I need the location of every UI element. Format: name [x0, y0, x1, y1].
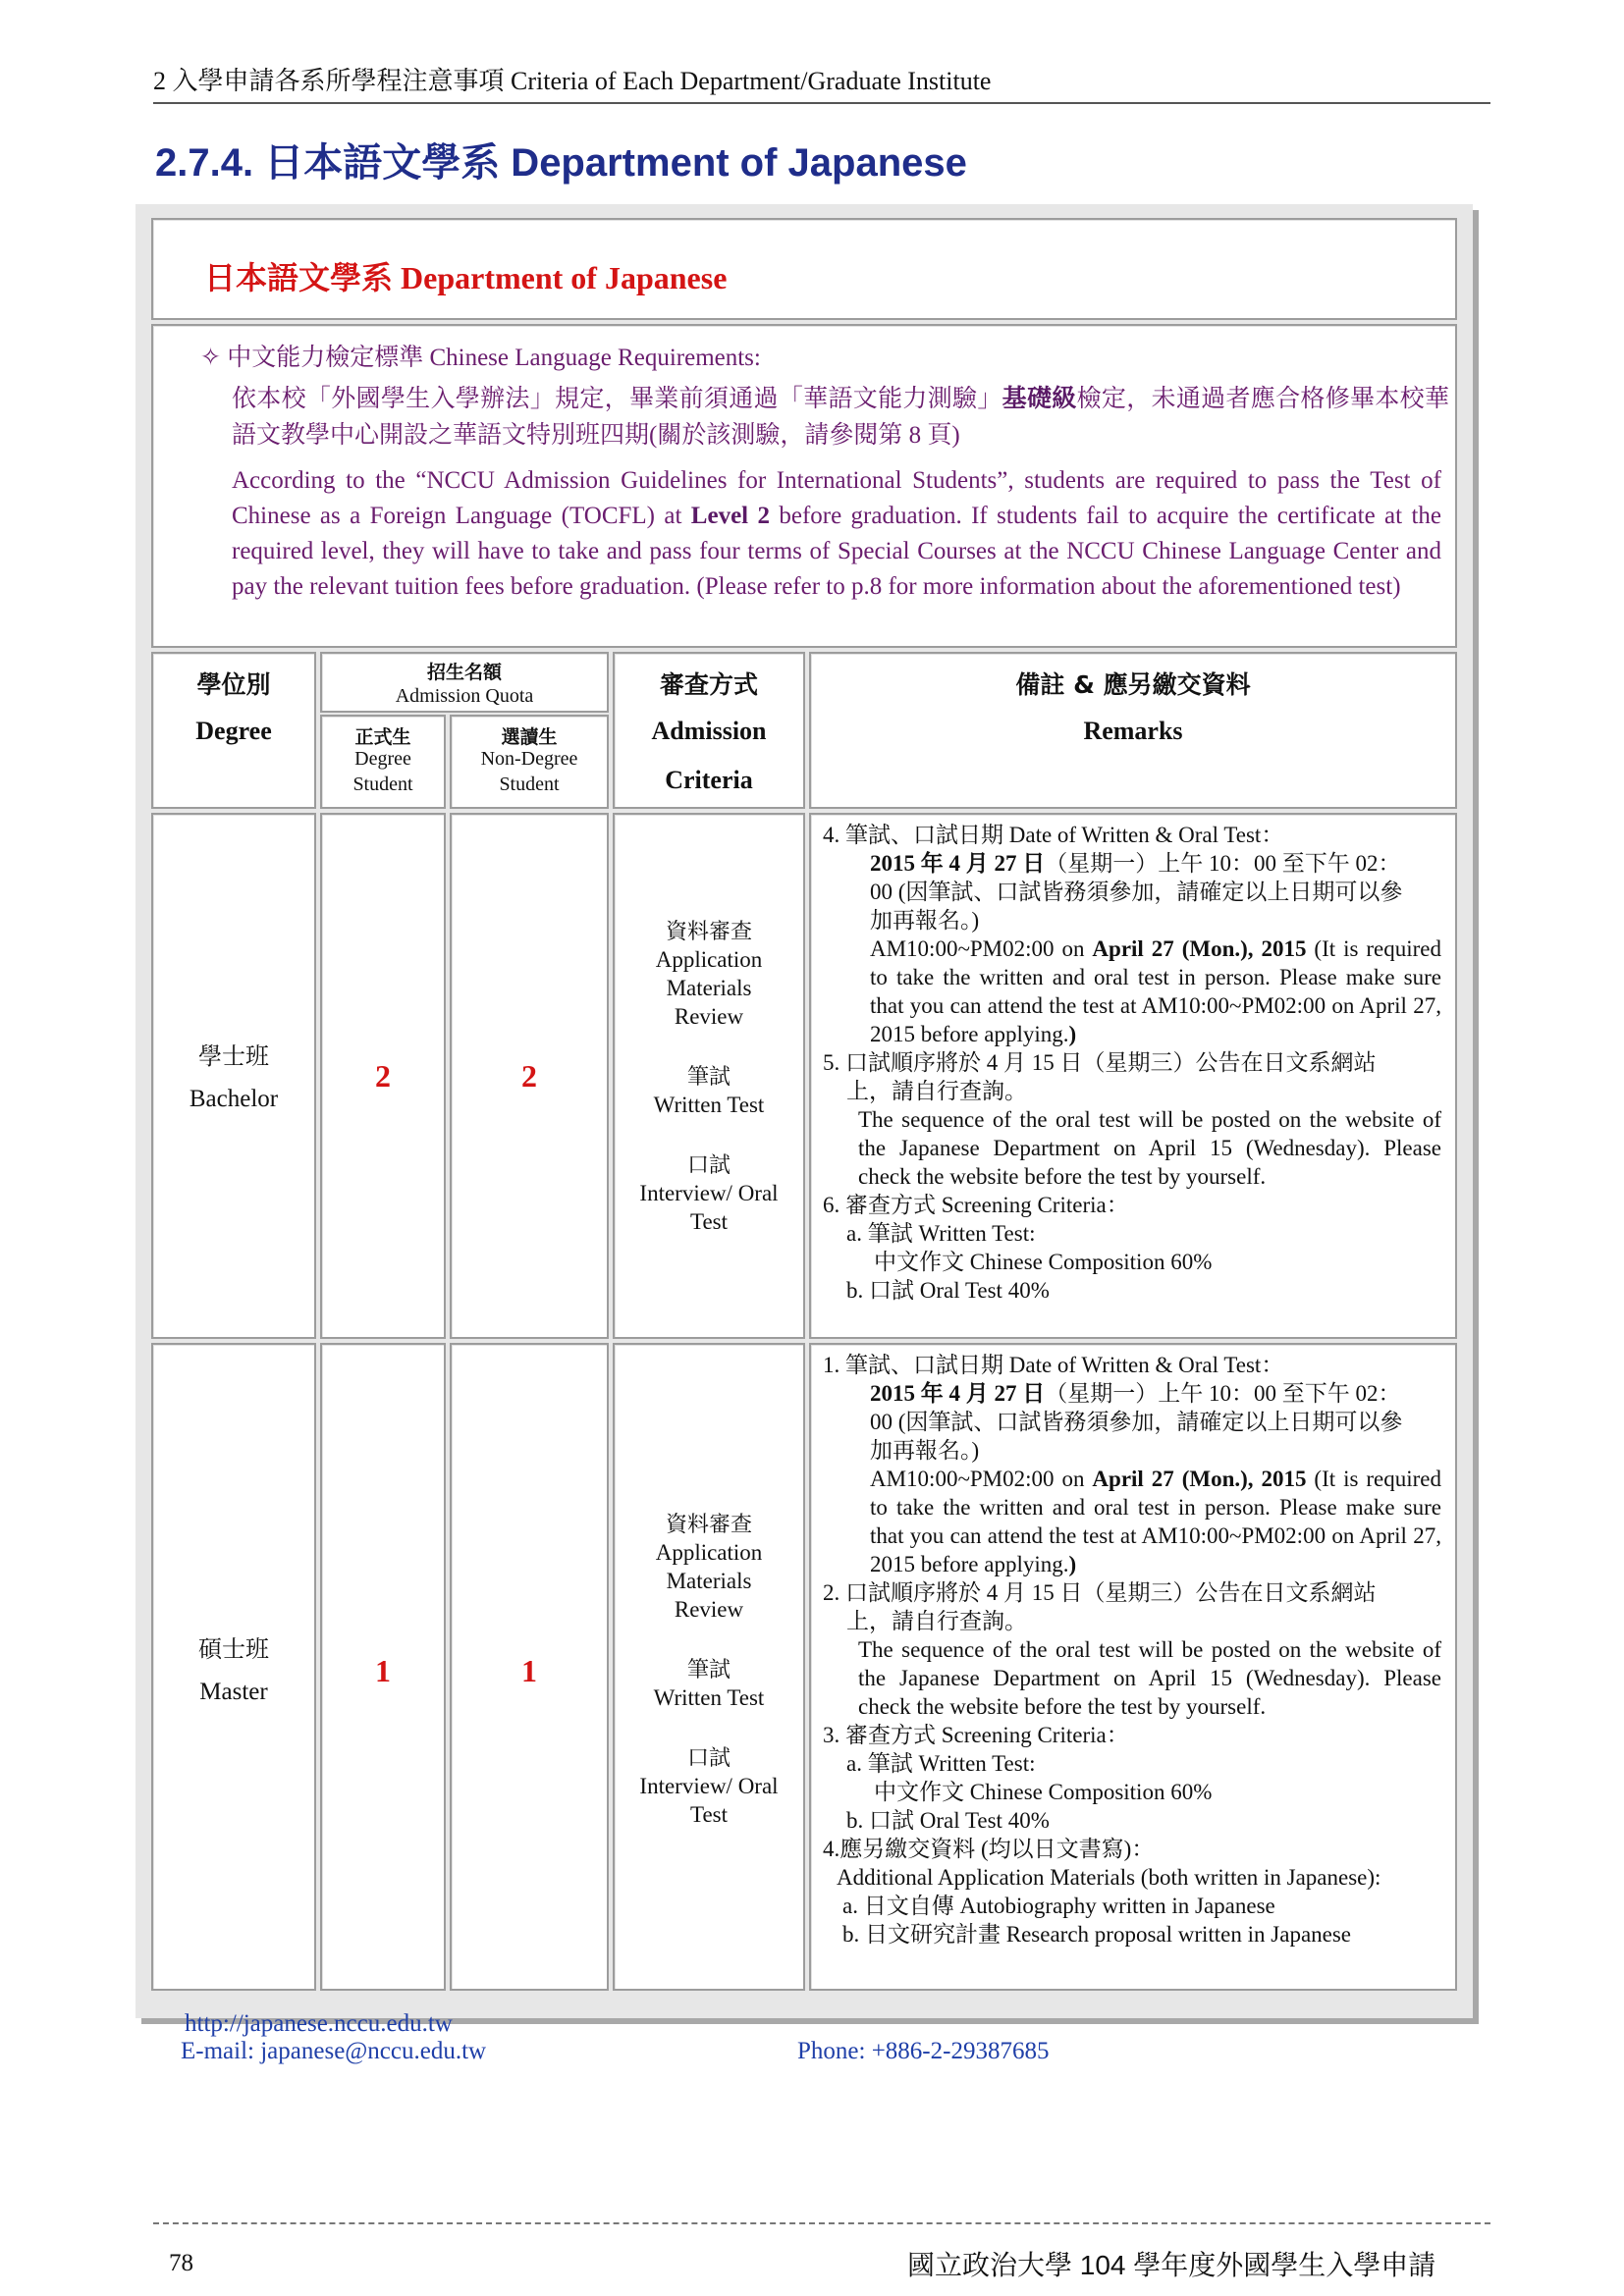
- bachelor-degree-cell: [151, 813, 316, 1339]
- remark-line: AM10:00~PM02:00 on April 27 (Mon.), 2015 (It is required to take the written and oral test in person. Please make sure that you can attend the test at AM10:00~PM02:00 on April 27, 2015 before applying.): [870, 1467, 1441, 1576]
- bachelor-degree-en: Bachelor: [189, 1086, 279, 1112]
- master-degree-zh: 碩士班: [198, 1637, 269, 1663]
- criteria-written-zh: 筆試: [686, 1064, 731, 1089]
- non-degree-header-en1: Non-Degree: [480, 748, 578, 770]
- remark-line: 上，請自行查詢。: [846, 1609, 1027, 1633]
- remark-line: b. 口試 Oral Test 40%: [846, 1278, 1050, 1303]
- master-degree-quota: 1: [375, 1653, 391, 1688]
- department-website-link[interactable]: http://japanese.nccu.edu.tw: [185, 2010, 453, 2037]
- remark-line: 6. 審查方式 Screening Criteria：: [823, 1193, 1129, 1217]
- master-degree-en: Master: [199, 1679, 268, 1705]
- master-remarks: [823, 1351, 1441, 1949]
- page-number: 78: [169, 2250, 193, 2276]
- language-requirements-heading: ✧ 中文能力檢定標準 Chinese Language Requirements:: [200, 345, 761, 371]
- department-name: 日本語文學系 Department of Japanese: [204, 260, 728, 295]
- quota-header-zh: 招生名額: [426, 662, 502, 683]
- remark-line: 加再報名。): [870, 908, 980, 933]
- remark-line: 3. 審查方式 Screening Criteria：: [823, 1723, 1129, 1747]
- section-title: 2.7.4. 日本語文學系 Department of Japanese: [155, 141, 967, 185]
- criteria-header-zh: 審查方式: [659, 670, 758, 699]
- remark-line: 4.應另繳交資料 (均以日文書寫)：: [823, 1837, 1155, 1861]
- remark-line: 00 (因筆試、口試皆務須參加，請確定以上日期可以參: [870, 880, 1403, 904]
- bachelor-degree-zh: 學士班: [198, 1044, 269, 1070]
- remark-line: 中文作文 Chinese Composition 60%: [874, 1780, 1213, 1804]
- bachelor-degree-quota: 2: [375, 1058, 391, 1094]
- non-degree-header-en2: Student: [499, 774, 560, 795]
- header-rule: [153, 102, 1490, 104]
- language-requirements-zh: 依本校「外國學生入學辦法」規定，畢業前須通過「華語文能力測驗」基礎級檢定，未通過者應合格修畢本校華語文教學中心開設之華語文特別班四期(關於該測驗，請參閱第 8 頁): [232, 386, 1449, 449]
- department-phone: Phone: +886-2-29387685: [797, 2038, 1050, 2064]
- criteria-review-en1: Application: [655, 947, 763, 972]
- criteria-header-en1: Admission: [651, 717, 767, 745]
- criteria-oral-en1: Interview/ Oral: [639, 1181, 779, 1205]
- remark-line: The sequence of the oral test will be posted on the website of the Japanese Department on April 15 (Wednesday). Please check the website before the test by yourself.: [858, 1107, 1441, 1189]
- remark-line: 中文作文 Chinese Composition 60%: [874, 1250, 1213, 1274]
- criteria-review-zh: 資料審查: [665, 1512, 752, 1536]
- quota-header-en: Admission Quota: [395, 685, 534, 707]
- master-degree-cell: [151, 1343, 316, 1991]
- remark-line: 5. 口試順序將於 4 月 15 日（星期三）公告在日文系網站: [823, 1050, 1377, 1075]
- remark-line: 加再報名。): [870, 1438, 980, 1463]
- running-footer: 國立政治大學 104 學年度外國學生入學申請: [907, 2250, 1436, 2280]
- criteria-review-en3: Review: [674, 1597, 744, 1622]
- remark-line: Additional Application Materials (both written in Japanese):: [837, 1865, 1381, 1890]
- criteria-oral-zh: 口試: [686, 1745, 731, 1770]
- remark-line: a. 日文自傳 Autobiography written in Japanese: [842, 1894, 1275, 1918]
- remark-line: a. 筆試 Written Test:: [846, 1221, 1036, 1246]
- language-requirements-en: According to the “NCCU Admission Guidelines for International Students”, students are required to pass the Test of Chinese as a Foreign Language (TOCFL) at Level 2 before graduation. If students fail to acquire the certificate at the required level, they will have to take and pass four terms of Special Courses at the NCCU Chinese Language Center and pay the relevant tuition fees before graduation. (Please refer to p.8 for more information about the aforementioned test): [232, 467, 1441, 600]
- criteria-review-en3: Review: [674, 1004, 744, 1029]
- remark-line: 2015 年 4 月 27 日（星期一）上午 10：00 至下午 02：: [870, 851, 1401, 876]
- remark-line: a. 筆試 Written Test:: [846, 1751, 1036, 1776]
- degree-header-en: Degree: [195, 717, 272, 745]
- remark-line: 4. 筆試、口試日期 Date of Written & Oral Test：: [823, 823, 1284, 847]
- degree-student-header-zh: 正式生: [354, 726, 411, 748]
- remark-line: b. 口試 Oral Test 40%: [846, 1808, 1050, 1833]
- footer-rule: [153, 2222, 1490, 2224]
- master-non-degree-quota: 1: [521, 1653, 537, 1688]
- remark-line: 2015 年 4 月 27 日（星期一）上午 10：00 至下午 02：: [870, 1381, 1401, 1406]
- criteria-oral-en2: Test: [690, 1802, 728, 1827]
- degree-student-header-en2: Student: [352, 774, 413, 795]
- department-email[interactable]: E-mail: japanese@nccu.edu.tw: [181, 2038, 487, 2064]
- criteria-written-zh: 筆試: [686, 1657, 731, 1682]
- criteria-review-en2: Materials: [666, 976, 752, 1000]
- remark-line: b. 日文研究計畫 Research proposal written in Japanese: [842, 1922, 1352, 1947]
- tocfl-level-en: Level 2: [690, 503, 770, 529]
- non-degree-header-zh: 選讀生: [501, 726, 558, 748]
- master-criteria: [613, 1510, 805, 1829]
- degree-header-zh: 學位別: [196, 670, 271, 699]
- tocfl-level-zh: 基礎級: [1001, 386, 1077, 412]
- degree-student-header-en1: Degree: [354, 748, 411, 770]
- remarks-header-zh: 備註 & 應另繳交資料: [1015, 670, 1251, 699]
- criteria-review-zh: 資料審查: [665, 919, 752, 943]
- criteria-review-en2: Materials: [666, 1569, 752, 1593]
- criteria-oral-en1: Interview/ Oral: [639, 1774, 779, 1798]
- remark-line: The sequence of the oral test will be posted on the website of the Japanese Department on April 15 (Wednesday). Please check the website before the test by yourself.: [858, 1637, 1441, 1719]
- criteria-oral-en2: Test: [690, 1209, 728, 1234]
- remark-line: 2. 口試順序將於 4 月 15 日（星期三）公告在日文系網站: [823, 1580, 1377, 1605]
- criteria-written-en: Written Test: [653, 1093, 765, 1117]
- criteria-written-en: Written Test: [653, 1685, 765, 1710]
- remark-line: 上，請自行查詢。: [846, 1079, 1027, 1103]
- bachelor-non-degree-quota: 2: [521, 1058, 537, 1094]
- running-header: 2 入學申請各系所學程注意事項 Criteria of Each Department/Graduate Institute: [153, 67, 992, 95]
- remarks-header-en: Remarks: [1083, 717, 1183, 745]
- remark-line: AM10:00~PM02:00 on April 27 (Mon.), 2015 (It is required to take the written and oral test in person. Please make sure that you can attend the test at AM10:00~PM02:00 on April 27, 2015 before applying.): [870, 936, 1441, 1046]
- criteria-header-en2: Criteria: [665, 766, 753, 794]
- remark-line: 00 (因筆試、口試皆務須參加，請確定以上日期可以參: [870, 1410, 1403, 1434]
- criteria-review-en1: Application: [655, 1540, 763, 1565]
- remark-line: 1. 筆試、口試日期 Date of Written & Oral Test：: [823, 1353, 1284, 1377]
- bachelor-remarks: [823, 821, 1441, 1305]
- criteria-oral-zh: 口試: [686, 1152, 731, 1177]
- bachelor-criteria: [613, 917, 805, 1236]
